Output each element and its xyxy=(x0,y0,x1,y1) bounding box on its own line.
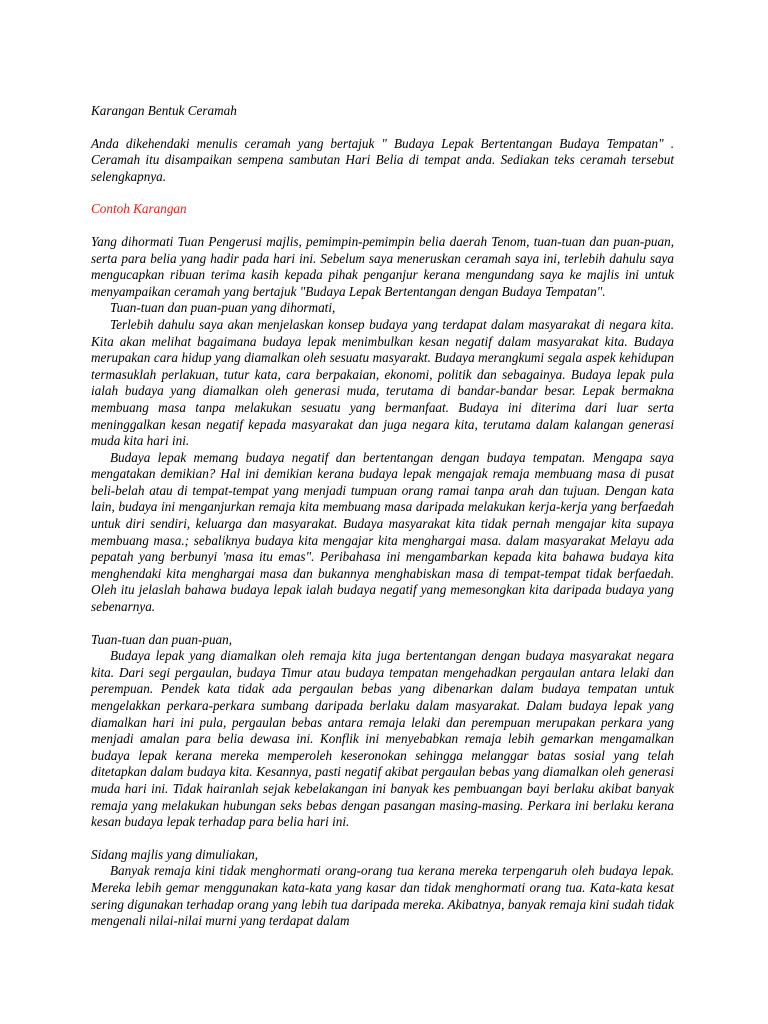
paragraph-negative-culture: Budaya lepak memang budaya negatif dan bertentangan dengan budaya tempatan. Mengapa saya mengatakan demikian? Hal ini demikian kerana budaya lepak mengajak remaja membuang masa di pusat beli-belah atau di tempat-tempat yang menjadi tumpuan orang ramai tanpa arah dan tujuan. Dengan kata lain, budaya ini menganjurkan remaja kita membuang masa daripada melakukan kerja-kerja yang berfaedah untuk diri sendiri, keluarga dan masyarakat. Budaya masyarakat kita tidak pernah mengajar kita supaya membuang masa.; sebaliknya budaya kita mengajar kita menghargai masa. dalam masyarakat Melayu ada pepatah yang berbunyi 'masa itu emas". Peribahasa ini mengambarkan kepada kita bahawa budaya kita menghendaki kita menghargai masa dan bukannya menghabiskan masa di tempat-tempat tidak berfaedah. Oleh itu jelaslah bahawa budaya lepak ialah budaya negatif yang memesongkan kita daripada budaya yang sebenarnya. xyxy=(91,449,674,615)
paragraph-opening: Yang dihormati Tuan Pengerusi majlis, pemimpin-pemimpin belia daerah Tenom, tuan-tuan dan puan-puan, serta para belia yang hadir pada hari ini. Sebelum saya meneruskan ceramah saya ini, terlebih dahulu saya mengucapkan ribuan terima kasih kepada pihak penganjur kerana mengundang saya ke majlis ini untuk menyampaikan ceramah yang bertajuk "Budaya Lepak Bertentangan dengan Budaya Tempatan". xyxy=(91,233,674,299)
salutation: Tuan-tuan dan puan-puan, xyxy=(91,631,233,647)
section-heading: Contoh Karangan xyxy=(91,201,187,217)
salutation: Tuan-tuan dan puan-puan yang dihormati, xyxy=(110,300,336,316)
document-page xyxy=(91,103,674,930)
paragraph-concept: Terlebih dahulu saya akan menjelaskan konsep budaya yang terdapat dalam masyarakat di negara kita. Kita akan melihat bagaimana budaya lepak menimbulkan kesan negatif dalam masyarakat kita. Budaya merupakan cara hidup yang diamalkan oleh sesuatu masyarakt. Budaya merangkumi segala aspek kehidupan termasuklah perlakuan, tutur kata, cara berpakaian, ekonomi, politik dan sebagainya. Budaya lepak pula ialah budaya yang diamalkan oleh generasi muda, terutama di bandar-bandar besar. Lepak bermakna membuang masa tanpa melakukan sesuatu yang bermanfaat. Budaya ini diterima dari luar serta meninggalkan kesan negatif kepada masyarakat dan juga negara kita, terutama dalam kalangan generasi muda kita hari ini. xyxy=(91,316,674,449)
document-title: Karangan Bentuk Ceramah xyxy=(91,103,237,118)
salutation: Sidang majlis yang dimuliakan, xyxy=(91,846,259,862)
paragraph-social-mixing: Budaya lepak yang diamalkan oleh remaja kita juga bertentangan dengan budaya masyarakat negara kita. Dari segi pergaulan, budaya Timur atau budaya tempatan mengehadkan pergaulan antara lelaki dan perempuan. Pendek kata tidak ada pergaulan bebas yang dibenarkan dalam budaya tempatan untuk mengelakkan perkara-perkara sumbang daripada berlaku dalam masyarakat. Dalam budaya lepak yang diamalkan hari ini pula, pergaulan bebas antara remaja lelaki dan perempuan merupakan perkara yang menjadi amalan para belia dewasa ini. Konflik ini menyebabkan remaja lebih gemarkan mengamalkan budaya lepak kerana mereka memperoleh keseronokan sehingga melanggar batas sosial yang telah ditetapkan dalam budaya kita. Kesannya, pasti negatif akibat pergaulan bebas yang diamalkan oleh generasi muda hari ini. Tidak hairanlah sejak kebelakangan ini banyak kes pembuangan bayi berlaku akibat banyak remaja yang melakukan hubungan seks bebas dengan pasangan masing-masing. Perkara ini berlaku kerana kesan budaya lepak terhadap para belia hari ini. xyxy=(91,648,674,830)
essay-instruction: Anda dikehendaki menulis ceramah yang bertajuk " Budaya Lepak Bertentangan Budaya Tempatan" . Ceramah itu disampaikan sempena sambutan Hari Belia di tempat anda. Sediakan teks ceramah tersebut selengkapnya. xyxy=(91,135,674,184)
paragraph-respect: Banyak remaja kini tidak menghormati orang-orang tua kerana mereka terpengaruh oleh budaya lepak. Mereka lebih gemar menggunakan kata-kata yang kasar dan tidak menghormati orang tua. Kata-kata kesat sering digunakan terhadap orang yang lebih tua daripada mereka. Akibatnya, banyak remaja kini sudah tidak mengenali nilai-nilai murni yang terdapat dalam xyxy=(91,863,674,929)
